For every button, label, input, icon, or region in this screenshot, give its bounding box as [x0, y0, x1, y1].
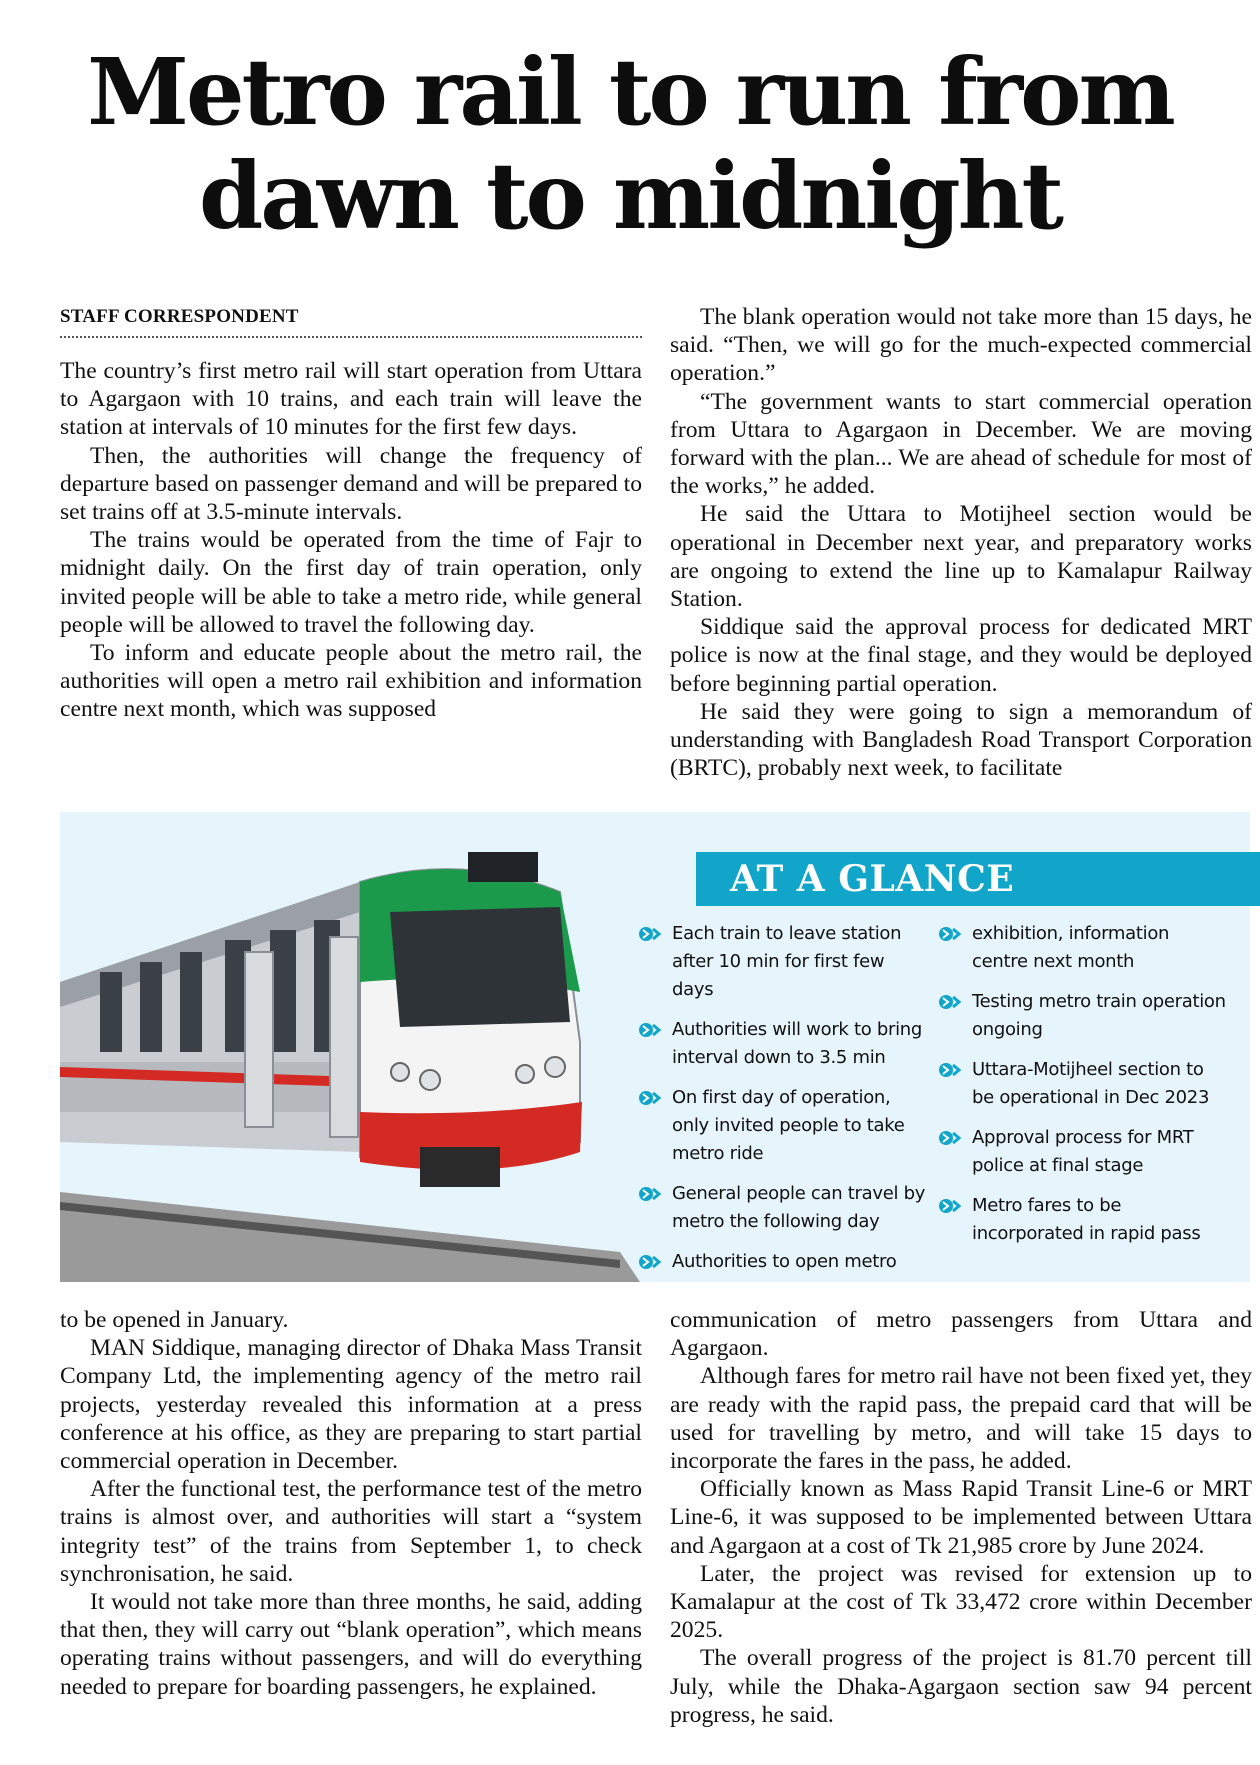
byline: STAFF CORRESPONDENT [60, 306, 642, 338]
paragraph: The overall progress of the project is 81.70 percent till July, while the Dhaka-Agargaon section saw 94 percent progress, he said. [670, 1645, 1252, 1728]
at-a-glance-panel [60, 812, 1250, 1282]
paragraph: The blank operation would not take more than 15 days, he said. “Then, we will go for the much-expected commercial operation.” [670, 304, 1252, 387]
article-column-top-left [60, 357, 642, 724]
paragraph: “The government wants to start commercial operation from Uttara to Agargaon in December. We are moving forward with the plan... We are ahead of schedule for most of the works,” he added. [670, 388, 1252, 500]
paragraph: Then, the authorities will change the frequency of departure based on passenger demand and will be prepared to set trains off at 3.5-minute intervals. [60, 442, 642, 526]
glance-list-left [636, 920, 926, 1288]
double-chevron-icon [938, 1062, 964, 1078]
glance-item-text: Uttara-Motijheel section to be operational in Dec 2023 [972, 1059, 1210, 1108]
paragraph: Although fares for metro rail have not been fixed yet, they are ready with the rapid pass, the prepaid card that will be used for travelling by metro, and will take 15 days to incorporate the fares in the pass, he added. [670, 1363, 1252, 1475]
paragraph: Siddique said the approval process for dedicated MRT police is now at the final stage, and they would be deployed before beginning partial operation. [670, 614, 1252, 697]
glance-item-text: Testing metro train operation ongoing [972, 991, 1226, 1040]
paragraph: It would not take more than three months, he said, adding that then, they will carry out “blank operation”, which means operating trains without passengers, and will do everything needed to prepare for boarding passengers, he explained. [60, 1589, 642, 1700]
headline [0, 40, 1260, 248]
at-a-glance-title: AT A GLANCE [696, 852, 1260, 906]
double-chevron-icon [638, 1022, 664, 1038]
glance-item [636, 920, 926, 1004]
paragraph: The trains would be operated from the time of Fajr to midnight daily. On the first day of train operation, only invited people will be able to take a metro ride, while general people will be allowed to travel the following day. [60, 527, 642, 638]
article-column-bottom-right [670, 1306, 1252, 1729]
double-chevron-icon [938, 1198, 964, 1214]
glance-item [936, 988, 1226, 1044]
paragraph: He said the Uttara to Motijheel section would be operational in December next year, and preparatory works are ongoing to extend the line up to Kamalapur Railway Station. [670, 501, 1252, 613]
paragraph: Later, the project was revised for extension up to Kamalapur at the cost of Tk 33,472 crore within December 2025. [670, 1560, 1252, 1644]
metro-train-illustration [60, 812, 660, 1282]
glance-item [636, 1084, 926, 1168]
paragraph: He said they were going to sign a memorandum of understanding with Bangladesh Road Transport Corporation (BRTC), probably next week, to facilitate [670, 698, 1252, 782]
paragraph: The country’s first metro rail will start operation from Uttara to Agargaon with 10 trains, and each train will leave the station at intervals of 10 minutes for the first few days. [60, 358, 642, 441]
paragraph: to be opened in January. [60, 1307, 289, 1333]
double-chevron-icon [638, 1186, 664, 1202]
glance-item [936, 920, 1226, 976]
glance-item-text: On first day of operation, only invited people to take metro ride [672, 1087, 905, 1164]
double-chevron-icon [638, 1254, 664, 1270]
glance-item-text: Metro fares to be incorporated in rapid pass [972, 1195, 1201, 1244]
double-chevron-icon [938, 1130, 964, 1146]
paragraph: After the functional test, the performance test of the metro trains is almost over, and authorities will start a “system integrity test” of the trains from September 1, to check synchronisation, he said. [60, 1476, 642, 1587]
paragraph: Officially known as Mass Rapid Transit Line-6 or MRT Line-6, it was supposed to be implemented between Uttara and Agargaon at a cost of Tk 21,985 crore by June 2024. [670, 1476, 1252, 1559]
paragraph: To inform and educate people about the metro rail, the authorities will open a metro rail exhibition and information centre next month, which was supposed [60, 640, 642, 723]
glance-item [636, 1180, 926, 1236]
glance-list-right [936, 920, 1226, 1260]
glance-item-text: Each train to leave station after 10 min for first few days [672, 923, 902, 1000]
headline-line-2: dawn to midnight [198, 142, 1062, 250]
glance-item-text: Authorities to open metro [672, 1251, 897, 1272]
glance-item [636, 1016, 926, 1072]
glance-item [936, 1192, 1226, 1248]
glance-item-text: General people can travel by metro the following day [672, 1183, 926, 1232]
double-chevron-icon [938, 926, 964, 942]
article-column-top-right [670, 303, 1252, 782]
article-column-bottom-left [60, 1306, 642, 1701]
double-chevron-icon [638, 926, 664, 942]
double-chevron-icon [938, 994, 964, 1010]
glance-item [636, 1248, 926, 1276]
paragraph: communication of metro passengers from Uttara and Agargaon. [670, 1307, 1252, 1362]
double-chevron-icon [638, 1090, 664, 1106]
glance-item-text: exhibition, information centre next month [972, 923, 1170, 972]
glance-item [936, 1124, 1226, 1180]
paragraph: MAN Siddique, managing director of Dhaka Mass Transit Company Ltd, the implementing agency of the metro rail projects, yesterday revealed this information at a press conference at his office, as they are preparing to start partial commercial operation in December. [60, 1335, 642, 1475]
glance-item-text: Authorities will work to bring interval down to 3.5 min [672, 1019, 923, 1068]
glance-item-text: Approval process for MRT police at final stage [972, 1127, 1194, 1176]
headline-line-1: Metro rail to run from [87, 38, 1173, 146]
glance-item [936, 1056, 1226, 1112]
